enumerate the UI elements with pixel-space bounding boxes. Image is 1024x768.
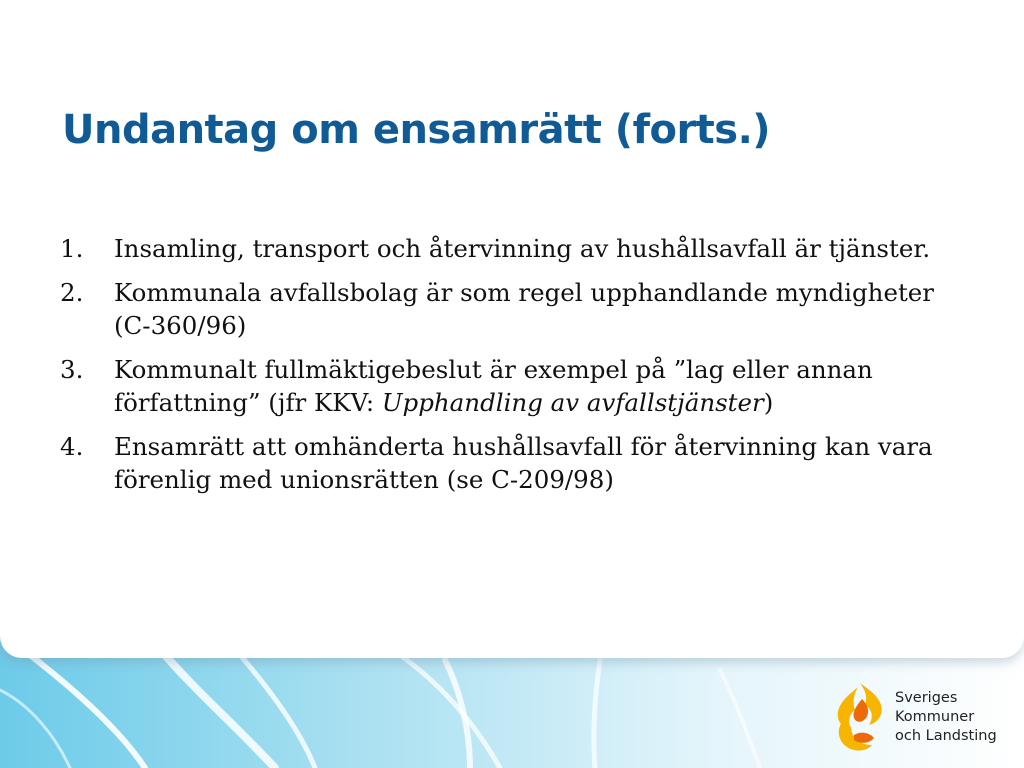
list-number: 4.: [60, 432, 84, 461]
logo-line: Sveriges: [895, 690, 958, 706]
list-item: [60, 276, 940, 342]
list-number: 1.: [60, 234, 84, 263]
list-item-text-part: Kommunalt fullmäktigebeslut är exempel på ”lag eller annan författning” (jfr KKV:: [114, 355, 873, 417]
list-number: 3.: [60, 355, 84, 384]
logo-text: [895, 689, 997, 746]
logo-line: och Landsting: [895, 728, 997, 744]
list-item-text-part: ): [763, 388, 774, 417]
skl-flame-logo-icon: [832, 681, 890, 753]
slide-title: Undantag om ensamrätt (forts.): [62, 107, 771, 153]
list-item-text: [114, 355, 873, 417]
list-item: [60, 430, 940, 496]
list-item: [60, 353, 940, 419]
list-item-text: Ensamrätt att omhänderta hushållsavfall för återvinning kan vara förenlig med unionsrätten (se C-209/98): [114, 432, 933, 494]
numbered-list: [60, 232, 940, 507]
skl-logo: [832, 681, 1012, 753]
publication-title: Upphandling av avfallstjänster: [381, 388, 764, 417]
logo-line: Kommuner: [895, 709, 975, 725]
list-item-text: Insamling, transport och återvinning av hushållsavfall är tjänster.: [114, 234, 931, 263]
list-number: 2.: [60, 278, 84, 307]
list-item: [60, 232, 940, 265]
list-item-text: Kommunala avfallsbolag är som regel upphandlande myndigheter (C-360/96): [114, 278, 935, 340]
